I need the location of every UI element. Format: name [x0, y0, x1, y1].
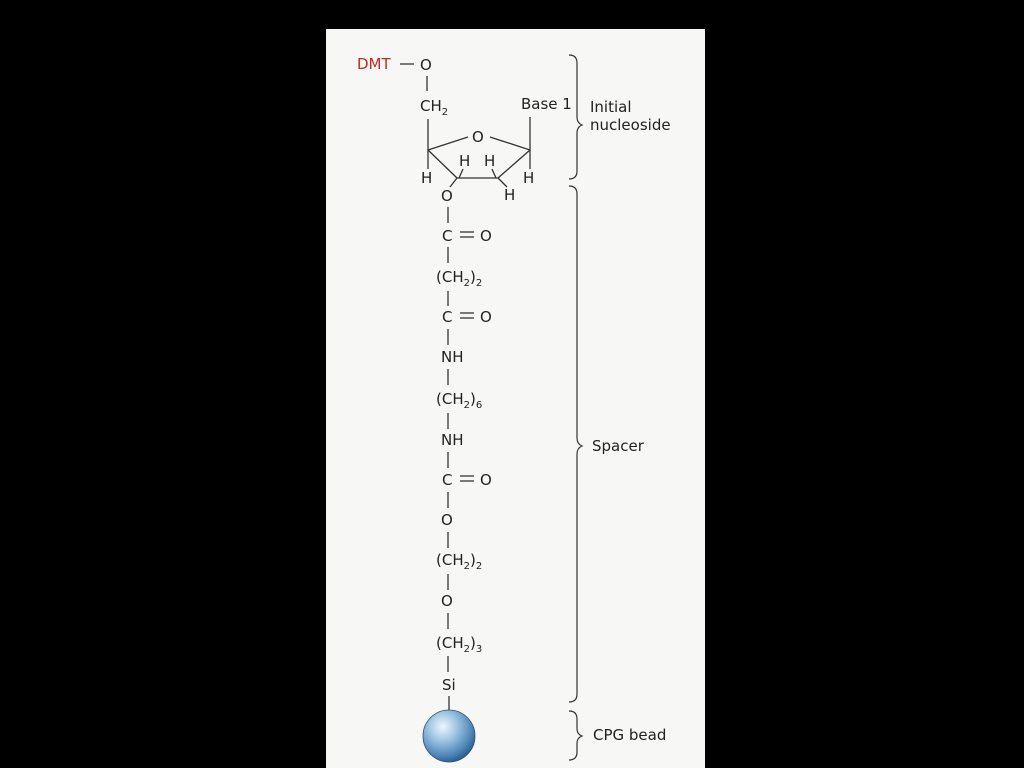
label-initial: Initial	[590, 98, 632, 116]
h2-bond	[492, 169, 496, 178]
ring-bond-c4-c3	[428, 150, 457, 178]
cpg-bead	[423, 710, 475, 762]
ethylene-group-1: $(CH_2)_2$	[436, 268, 483, 289]
base-label: Base 1	[521, 95, 572, 113]
h-bottom: H	[504, 186, 516, 204]
carbonyl-o-3: O	[480, 471, 492, 489]
ether-o-2: O	[441, 592, 453, 610]
label-spacer: Spacer	[592, 437, 644, 455]
ring-bond-c4-o	[428, 137, 468, 150]
amide-nh-2: NH	[441, 431, 464, 449]
dmt-label: DMT	[357, 55, 391, 73]
carbonyl-c-1: C	[442, 227, 453, 245]
o3-atom: O	[441, 187, 453, 205]
h3-bond	[459, 169, 463, 178]
ring-bond-o-c1	[490, 137, 530, 150]
ch2-group: $CH_2$	[420, 97, 449, 118]
brace-cpg-bead	[569, 711, 582, 760]
carbonyl-o-1: O	[480, 227, 492, 245]
amide-nh-1: NH	[441, 348, 464, 366]
propylene-group: $(CH_2)_3$	[436, 634, 483, 655]
carbonyl-c-2: C	[442, 308, 453, 326]
h-left: H	[421, 169, 433, 187]
label-nucleoside: nucleoside	[590, 116, 671, 134]
ethylene-group-2: $(CH_2)_2$	[436, 551, 483, 572]
h-mid-2: H	[484, 152, 496, 170]
carbonyl-o-2: O	[480, 308, 492, 326]
bond-c3-o3	[450, 178, 457, 187]
carbonyl-c-3: C	[442, 471, 453, 489]
label-cpg-bead: CPG bead	[593, 726, 667, 744]
ether-o-1: O	[441, 511, 453, 529]
silicon-atom: Si	[442, 676, 456, 694]
brace-initial-nucleoside	[569, 55, 582, 179]
o5-atom: O	[420, 56, 432, 74]
h-mid-1: H	[459, 152, 471, 170]
diagram-panel	[326, 29, 705, 768]
h-right: H	[523, 169, 535, 187]
ring-oxygen: O	[472, 128, 484, 146]
structure-svg	[326, 29, 705, 768]
hexylene-group: $(CH_2)_6$	[436, 390, 483, 411]
brace-spacer	[569, 186, 582, 702]
